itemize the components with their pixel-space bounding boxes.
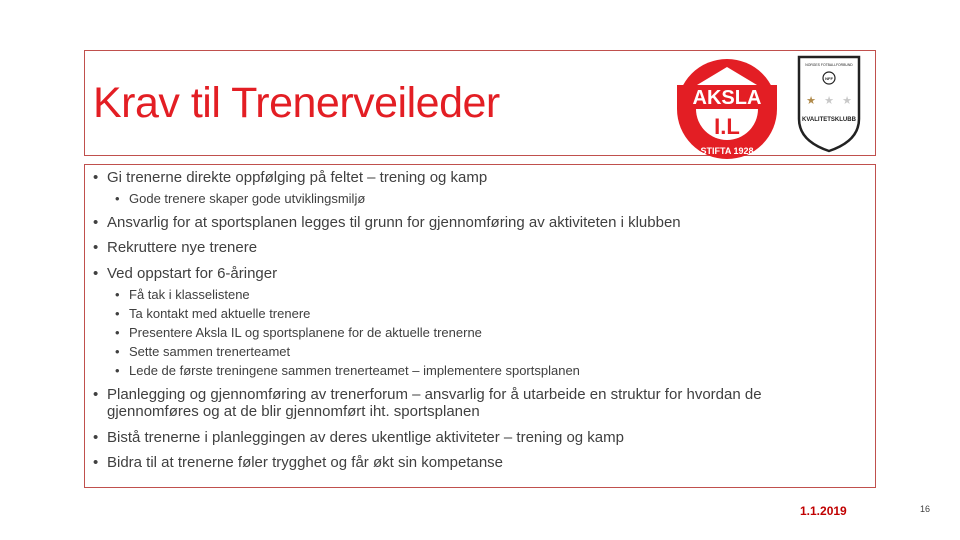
bullet-item: • Ansvarlig for at sportsplanen legges til grunn for gjennomføring av aktiviteten i klubben [93,214,681,231]
svg-text:★: ★ [824,95,834,107]
svg-text:STIFTA 1928: STIFTA 1928 [700,146,754,156]
svg-text:★: ★ [806,95,816,107]
bullet-item: • Rekruttere nye trenere [93,239,258,256]
svg-text:★: ★ [842,95,852,107]
svg-text:NFF: NFF [825,76,833,81]
sub-bullet-item: • Få tak i klasselistene [115,287,250,302]
bullet-item: • Gi trenerne direkte oppfølging på feltet – trening og kamp [93,169,488,186]
sub-bullet-item: • Presentere Aksla IL og sportsplanene for de aktuelle trenerne [115,325,482,340]
footer-date: 1.1.2019 [800,504,847,518]
sub-bullet-item: • Gode trenere skaper gode utviklingsmiljø [115,191,366,206]
title-box [84,50,876,156]
slide-title: Krav til Trenerveileder [93,79,500,127]
svg-text:KVALITETSKLUBB: KVALITETSKLUBB [802,117,856,123]
sub-bullet-item: • Ta kontakt med aktuelle trenere [115,306,311,321]
svg-text:I.L: I.L [714,114,740,139]
bullet-item: • Bistå trenerne i planleggingen av deres ukentlige aktiviteter – trening og kamp [93,429,624,446]
aksla-il-logo [675,57,779,161]
nff-kvalitetsklubb-logo [793,53,865,153]
svg-text:AKSLA: AKSLA [692,87,762,109]
page-number: 16 [920,504,931,514]
bullet-item: • Ved oppstart for 6-åringer [93,265,278,282]
svg-text:NORGES FOTBALLFORBUND: NORGES FOTBALLFORBUND [805,63,853,67]
bullet-item: • Bidra til at trenerne føler trygghet og får økt sin kompetanse [93,454,504,471]
sub-bullet-item: • Lede de første treningene sammen trenerteamet – implementere sportsplanen [115,363,580,378]
content-box [84,164,876,488]
sub-bullet-item: • Sette sammen trenerteamet [115,344,291,359]
bullet-item: • Planlegging og gjennomføring av trenerforum – ansvarlig for å utarbeide en struktur for hvordan de gjennomføres og at de blir gjennomført iht. sportsplanen [93,386,762,420]
